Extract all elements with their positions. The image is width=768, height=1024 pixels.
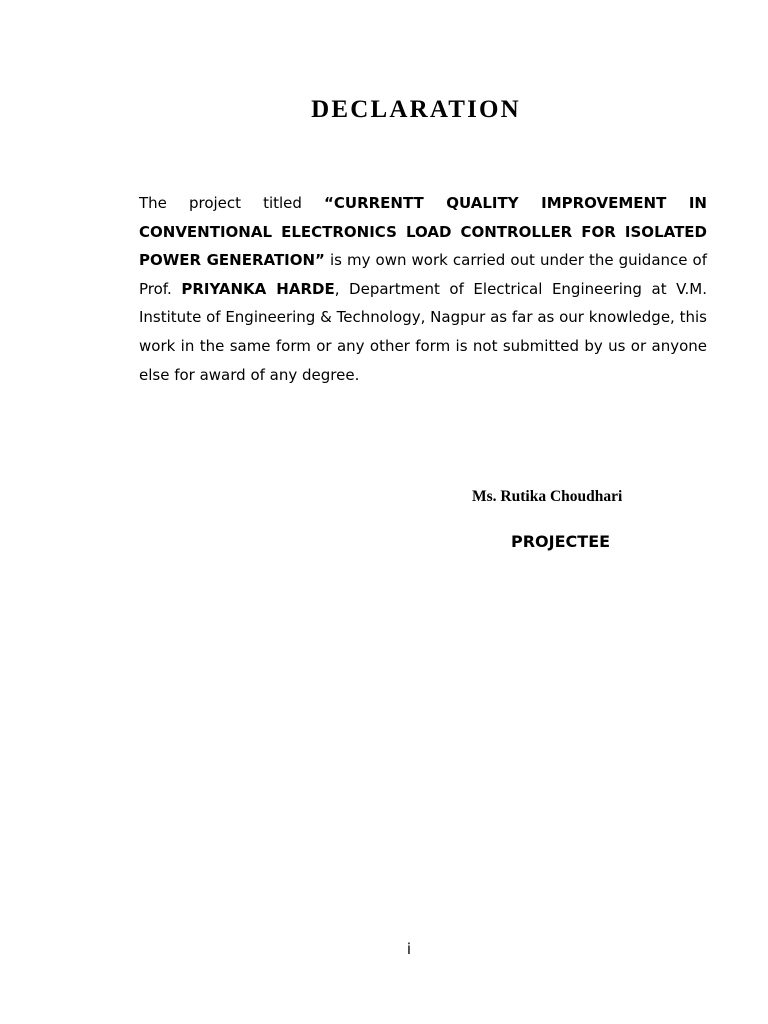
declaration-paragraph (139, 189, 707, 389)
paragraph-text-guidance: is my own work carried out under the guidance of Prof. (139, 251, 707, 298)
page-number: i (406, 940, 412, 958)
project-title: “CURRENTT QUALITY IMPROVEMENT IN CONVENTIONAL ELECTRONICS LOAD CONTROLLER FOR ISOLATED POWER GENERATION” (139, 194, 707, 270)
signer-name: Ms. Rutika Choudhari (472, 488, 623, 505)
paragraph-text-closing: , Department of Electrical Engineering at V.M. Institute of Engineering & Technology, Nagpur as far as our knowledge, this work in the same form or any other form is not submitted by us or anyone else for award of any degree. (139, 279, 707, 384)
guide-name: PRIYANKA HARDE (181, 279, 335, 298)
page-title: DECLARATION (311, 96, 521, 123)
paragraph-text-intro: The project titled (139, 194, 325, 212)
signer-role: PROJECTEE (511, 532, 611, 551)
